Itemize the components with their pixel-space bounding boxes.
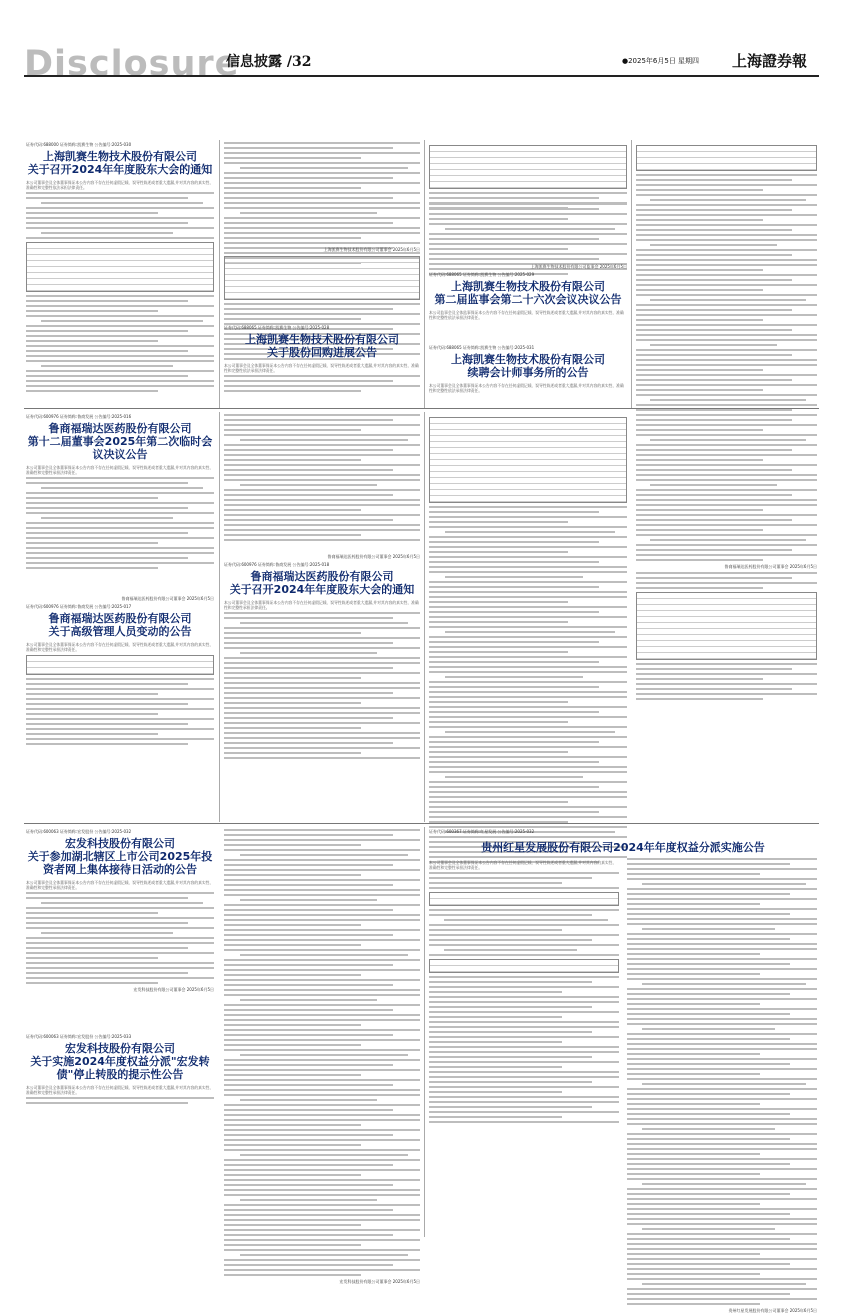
article-body — [636, 414, 817, 820]
masthead-brand: Disclosure — [24, 44, 240, 84]
article-company: 上海凯赛生物技术股份有限公司 — [451, 353, 605, 366]
article-lushang-board — [26, 414, 214, 594]
issue-date: ●2025年6月5日 星期四 — [622, 57, 700, 65]
article-hongxing-dividend — [429, 829, 817, 1313]
article-lushang-agm-forms — [636, 414, 817, 820]
masthead-rule — [24, 75, 819, 77]
article-column — [627, 858, 817, 1313]
article-notice: 本公司董事会及全体董事保证本公告内容不存在任何虚假记载、误导性陈述或者重大遗漏,并对其内容的真实性、准确性和完整性依法承担法律责任。 — [224, 363, 419, 373]
article-title: 第二届监事会第二十六次会议决议公告 — [434, 293, 622, 306]
article-notice: 本公司监事会及全体监事保证本公告内容不存在任何虚假记载、误导性陈述或者重大遗漏,并对其内容的真实性、准确性和完整性依法承担法律责任。 — [429, 310, 624, 320]
article-title: 关于股份回购进展公告 — [267, 346, 377, 359]
article-company: 上海凯赛生物技术股份有限公司 — [451, 280, 605, 293]
article-signature: 贵州红星发展股份有限公司董事会 2025年6月5日 — [728, 1308, 817, 1313]
executive-change-table — [26, 655, 214, 675]
article-notice: 本公司董事会及全体董事保证本公告内容不存在任何虚假记载、误导性陈述或者重大遗漏,并对其内容的真实性、准确性和完整性依法承担法律责任。 — [429, 383, 624, 393]
article-lushang-board-cont — [224, 414, 420, 544]
article-body — [26, 1097, 214, 1297]
dividend-date-table — [429, 892, 619, 906]
article-meta: 证券代码:688065 证券简称:凯赛生物 公告编号:2025-029 — [429, 272, 535, 277]
article-meta: 证券代码:688000 证券简称:凯赛生物 公告编号:2025-030 — [26, 142, 132, 147]
article-meta: 证券代码:600367 证券简称:红星发展 公告编号:2025-032 — [429, 829, 535, 834]
column-divider — [219, 140, 220, 408]
article-kaisai-buyback — [224, 325, 420, 405]
article-hongfa-reception — [26, 829, 214, 1034]
article-title: 关于高级管理人员变动的公告 — [48, 625, 192, 638]
article-meta: 证券代码:688065 证券简称:凯赛生物 公告编号:2025-028 — [224, 325, 330, 330]
article-notice: 本公司董事会及全体董事保证本公告内容不存在任何虚假记载、误导性陈述或者重大遗漏,并对其内容的真实性、准确性和完整性承担法律责任。 — [26, 880, 214, 890]
section-title — [226, 51, 311, 71]
article-signature: 鲁商福瑞达医药股份有限公司董事会 2025年6月5日 — [327, 554, 420, 559]
article-kaisai-agm-cont — [224, 142, 420, 242]
auditor-fee-table — [636, 145, 817, 171]
article-title: 续聘会计师事务所的公告 — [467, 366, 589, 379]
article-meta: 证券代码:600063 证券简称:宏发股份 公告编号:2025-033 — [26, 1034, 132, 1039]
record-date-table — [429, 959, 619, 973]
article-body — [224, 829, 420, 1284]
article-company: 宏发科技股份有限公司 — [65, 1042, 175, 1055]
article-lushang-agm — [224, 552, 420, 820]
article-kaisai-supervisory — [429, 262, 627, 326]
article-company: 上海凯赛生物技术股份有限公司 — [43, 150, 197, 163]
article-meta: 证券代码:688065 证券简称:凯赛生物 公告编号:2025-031 — [429, 345, 535, 350]
article-hongfa-conversion-cont — [224, 829, 420, 1284]
proposal-table — [429, 417, 627, 503]
article-kaisai-auditor-table — [429, 142, 627, 200]
article-signature: 鲁商福瑞达医药股份有限公司董事会 2025年6月5日 — [724, 564, 817, 569]
article-notice: 本公司董事会及全体董事保证本公告内容不存在任何虚假记载、误导性陈述或者重大遗漏,并对其内容的真实性、准确性和完整性承担法律责任。 — [224, 600, 419, 610]
column-divider — [631, 140, 632, 408]
article-signature: 宏发科技股份有限公司董事会 2025年6月5日 — [339, 1279, 420, 1284]
article-title: 关于召开2024年年度股东大会的通知 — [27, 163, 213, 176]
article-title: 第十二届董事会2025年第二次临时会议决议公告 — [27, 435, 213, 461]
article-company: 鲁商福瑞达医药股份有限公司 — [48, 612, 192, 625]
article-meta: 证券代码:600063 证券简称:宏发股份 公告编号:2025-032 — [26, 829, 132, 834]
article-notice: 本公司董事会及全体董事保证本公告内容不存在任何虚假记载、误导性陈述或者重大遗漏,并对其内容的真实性、准确性和完整性依法承担法律责任。 — [26, 180, 214, 190]
article-notice: 本公司董事会及全体董事保证本公告内容不存在任何虚假记载、误导性陈述或者重大遗漏,并对其内容的真实性、准确性和完整性承担法律责任。 — [26, 642, 214, 652]
article-columns — [429, 858, 817, 1313]
column-divider — [424, 140, 425, 408]
article-notice: 本公司董事会及全体董事保证本公告内容不存在任何虚假记载、误导性陈述或者重大遗漏,并对其内容的真实性、准确性和完整性承担法律责任。 — [429, 860, 617, 870]
article-signature: 鲁商福瑞达医药股份有限公司董事会 2025年6月5日 — [121, 596, 214, 601]
column-divider — [424, 412, 425, 822]
article-company: 鲁商福瑞达医药股份有限公司 — [250, 570, 394, 583]
page-number: /32 — [286, 54, 312, 70]
article-lushang-agm-cont — [429, 414, 627, 820]
article-company: 上海凯赛生物技术股份有限公司 — [245, 333, 399, 346]
masthead — [0, 0, 843, 100]
newspaper-name: 上海證券報 — [732, 52, 808, 70]
proposal-table — [26, 242, 214, 292]
article-company: 宏发科技股份有限公司 — [65, 837, 175, 850]
proxy-form-table — [636, 592, 817, 660]
article-meta: 证券代码:600976 证券简称:鲁商发展 公告编号:2025-017 — [26, 604, 132, 609]
article-body — [224, 414, 420, 544]
auditor-info-table — [429, 145, 627, 189]
article-notice: 本公司董事会及全体董事保证本公告内容不存在任何虚假记载、误导性陈述或者重大遗漏,并对其内容的真实性、准确性和完整性承担法律责任。 — [26, 465, 214, 475]
article-title: 贵州红星发展股份有限公司2024年年度权益分派实施公告 — [481, 841, 765, 854]
article-signature: 上海凯赛生物技术股份有限公司监事会 2025年6月5日 — [530, 264, 627, 269]
article-signature: 上海凯赛生物技术股份有限公司董事会 2025年6月5日 — [323, 247, 420, 252]
section-name: 信息披露 — [226, 54, 282, 70]
article-title: 关于实施2024年度权益分派"宏发转债"停止转股的提示性公告 — [30, 1055, 210, 1081]
article-lushang-exec — [26, 594, 214, 820]
article-kaisai-auditor-cont — [636, 142, 817, 404]
article-title: 关于参加湖北辖区上市公司2025年投资者网上集体接待日活动的公告 — [27, 850, 213, 876]
article-kaisai-renew-auditor — [429, 345, 627, 405]
article-body — [224, 142, 420, 242]
article-meta: 证券代码:600976 证券简称:鲁商发展 公告编号:2025-018 — [224, 562, 330, 567]
article-body — [636, 174, 817, 436]
column-divider — [219, 412, 220, 822]
column-divider — [424, 827, 425, 1237]
article-company: 鲁商福瑞达医药股份有限公司 — [48, 422, 192, 435]
article-title: 关于召开2024年年度股东大会的通知 — [229, 583, 415, 596]
article-column — [429, 858, 619, 1218]
article-meta: 证券代码:600976 证券简称:鲁商发展 公告编号:2025-016 — [26, 414, 132, 419]
proxy-form-table — [224, 256, 420, 300]
article-signature: 宏发科技股份有限公司董事会 2025年6月5日 — [133, 987, 214, 992]
article-notice: 本公司董事会及全体董事保证本公告内容不存在任何虚假记载、误导性陈述或者重大遗漏,并对其内容的真实性、准确性和完整性承担法律责任。 — [26, 1085, 214, 1095]
article-hongfa-conversion — [26, 1034, 214, 1234]
article-kaisai-agm — [26, 142, 214, 404]
